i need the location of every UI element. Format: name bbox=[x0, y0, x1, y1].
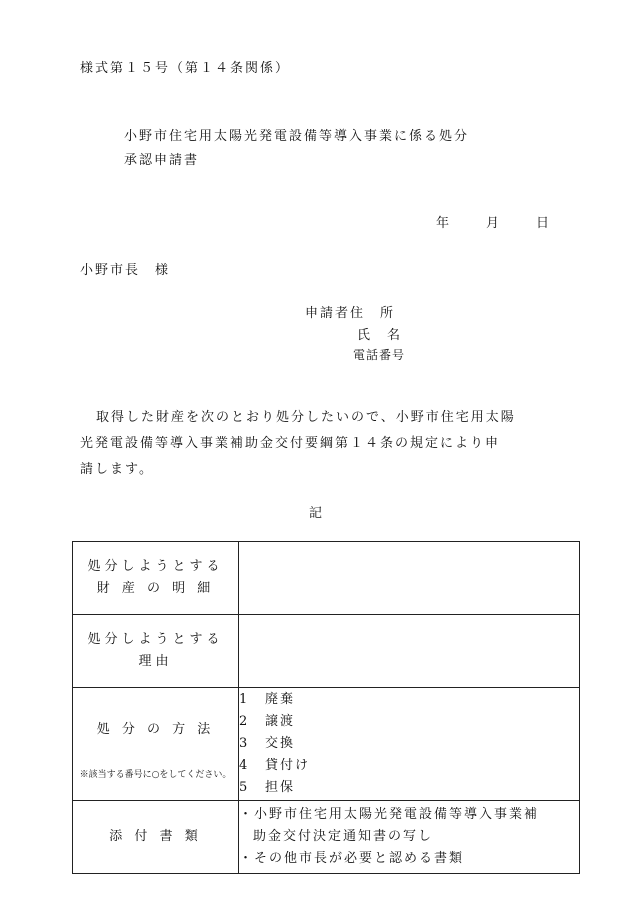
method-label-text: 処 分 の 方 法 bbox=[96, 721, 215, 737]
property-details-label-line2: 財 産 の 明 細 bbox=[96, 581, 215, 596]
application-table bbox=[72, 541, 580, 874]
method-option-text: 貸付け bbox=[265, 758, 311, 773]
table-row-reason bbox=[73, 615, 580, 688]
applicant-name-label: 氏 名 bbox=[357, 328, 403, 343]
date-year-label: 年 bbox=[436, 216, 452, 231]
reason-label bbox=[73, 615, 239, 688]
reason-label-line1: 処分しようとする bbox=[87, 632, 224, 647]
method-option-number: 4 bbox=[239, 758, 250, 773]
method-option-number: 1 bbox=[239, 692, 250, 707]
attachments-list bbox=[239, 801, 580, 874]
applicant-address-label: 申請者住 所 bbox=[305, 306, 396, 321]
method-option-1[interactable] bbox=[239, 689, 579, 711]
attachment-item-2: ・その他市長が必要と認める書類 bbox=[239, 851, 465, 866]
method-label bbox=[73, 688, 239, 801]
method-option-text: 譲渡 bbox=[265, 714, 296, 729]
reason-field[interactable] bbox=[239, 615, 580, 688]
method-option-number: 5 bbox=[239, 780, 250, 795]
attachment-item-1-line1: ・小野市住宅用太陽光発電設備等導入事業補 bbox=[239, 807, 540, 822]
method-option-3[interactable] bbox=[239, 733, 579, 755]
method-option-number: 3 bbox=[239, 736, 250, 751]
body-text-line2: 光発電設備等導入事業補助金交付要綱第１４条の規定により申 bbox=[80, 436, 501, 451]
form-number: 様式第１５号（第１４条関係） bbox=[80, 61, 291, 76]
method-option-text: 廃棄 bbox=[265, 692, 296, 707]
property-details-label-line1: 処分しようとする bbox=[87, 559, 224, 574]
attachments-label bbox=[73, 801, 239, 874]
table-row-property-details bbox=[73, 542, 580, 615]
date-day-label: 日 bbox=[536, 216, 552, 231]
document-title-line1: 小野市住宅用太陽光発電設備等導入事業に係る処分 bbox=[124, 129, 470, 144]
method-option-2[interactable] bbox=[239, 711, 579, 733]
property-details-label bbox=[73, 542, 239, 615]
attachments-label-text: 添 付 書 類 bbox=[109, 829, 202, 844]
method-option-text: 交換 bbox=[265, 736, 296, 751]
method-options bbox=[239, 688, 580, 801]
body-text-line1: 取得した財産を次のとおり処分したいので、小野市住宅用太陽 bbox=[96, 410, 516, 425]
date-month-label: 月 bbox=[486, 216, 502, 231]
method-option-text: 担保 bbox=[265, 780, 296, 795]
document-title-line2: 承認申請書 bbox=[124, 153, 200, 168]
property-details-field[interactable] bbox=[239, 542, 580, 615]
applicant-phone-label: 電話番号 bbox=[353, 348, 406, 362]
ki-heading: 記 bbox=[309, 506, 323, 521]
method-note: ※該当する番号に○をしてください。 bbox=[79, 769, 232, 780]
table-row-method bbox=[73, 688, 580, 801]
reason-label-line2: 理由 bbox=[138, 654, 173, 669]
attachment-item-1-line2: 助金交付決定通知書の写し bbox=[253, 829, 434, 844]
method-option-number: 2 bbox=[239, 714, 250, 729]
addressee: 小野市長 様 bbox=[80, 263, 171, 278]
method-option-4[interactable] bbox=[239, 755, 579, 777]
table-row-attachments bbox=[73, 801, 580, 874]
body-text-line3: 請します。 bbox=[80, 462, 154, 477]
method-option-5[interactable] bbox=[239, 777, 579, 799]
